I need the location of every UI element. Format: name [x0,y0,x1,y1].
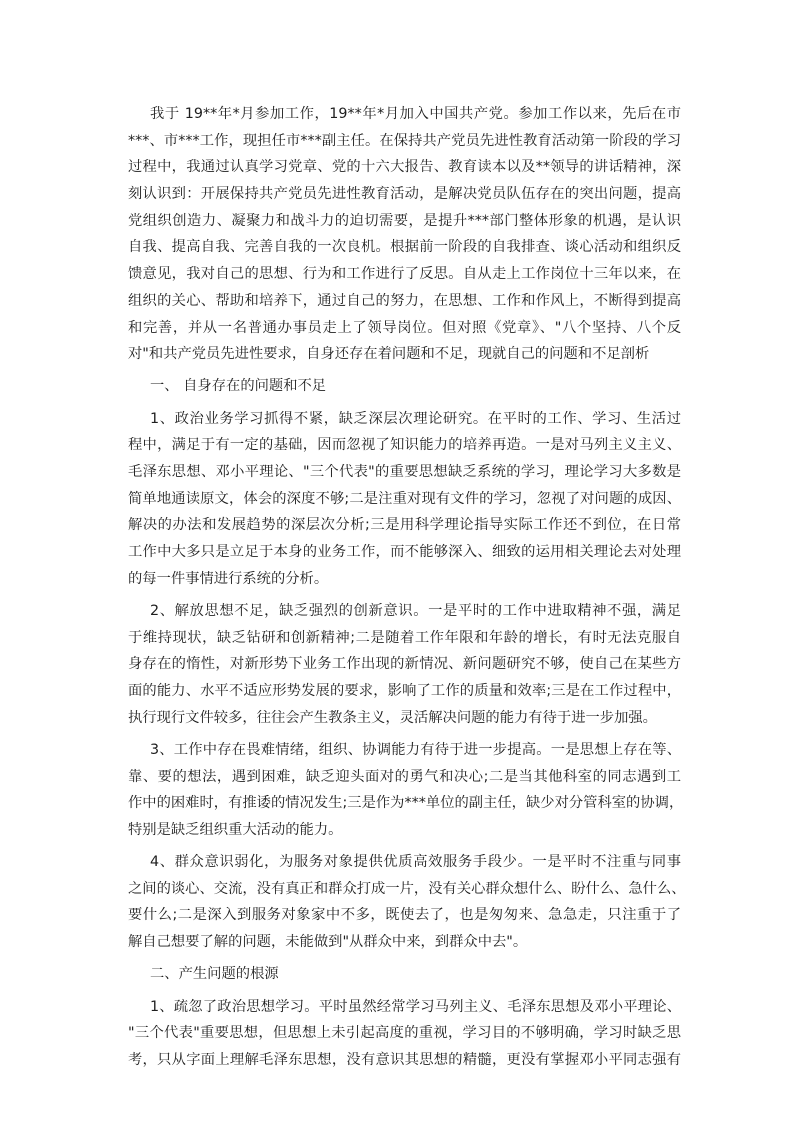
section-heading [128,373,681,400]
text-line: 靠、要的想法，遇到困难，缺乏迎头面对的勇气和决心;二是当其他科室的同志遇到工 [128,768,681,785]
paragraph [128,737,684,844]
paragraph [128,994,681,1074]
text-line: 党组织创造力、凝聚力和战斗力的迫切需要，是提升***部门整体形象的机遇，是认识 [128,212,681,229]
paragraph [128,406,681,593]
text-line: 身存在的惰性，对新形势下业务工作出现的新情况、新问题研究不够，使自己在某些方 [128,656,681,673]
text-line: 毛泽东思想、邓小平理论、"三个代表"的重要思想缺乏系统的学习，理论学习大多数是 [128,463,681,480]
paragraph [128,101,681,368]
text-line: 作中的困难时，有推诿的情况发生;三是作为***单位的副主任，缺少对分管科室的协调， [128,795,684,812]
text-line: 二、产生问题的根源 [150,966,279,983]
text-line: ***、市***工作，现担任市***副主任。在保持共产党员先进性教育活动第一阶段的学习 [128,132,681,149]
paragraph [128,598,681,731]
text-line: 工作中大多只是立足于本身的业务工作，而不能够深入、细致的运用相关理论去对处理 [128,544,681,560]
text-line: 2、解放思想不足，缺乏强烈的创新意识。一是平时的工作中进取精神不强，满足 [150,602,681,619]
text-line: 于维持现状，缺乏钻研和创新精神;二是随着工作年限和年龄的增长，有时无法克服自 [128,629,681,646]
text-line: 考，只从字面上理解毛泽东思想，没有意识其思想的精髓，更没有掌握邓小平同志强有 [128,1051,681,1068]
document-body [128,101,686,1079]
text-line: 程中，满足于有一定的基础，因而忽视了知识能力的培养再造。一是对马列主义主义、 [128,437,681,454]
text-line: 执行现行文件较多，往往会产生教条主义，灵活解决问题的能力有待于进一步加强。 [128,709,657,726]
text-line: "三个代表"重要思想，但思想上未引起高度的重视，学习目的不够明确，学习时缺乏思 [128,1025,681,1042]
text-line: 简单地通读原文，体会的深度不够;二是注重对现有文件的学习，忽视了对问题的成因、 [128,490,681,507]
text-line: 之间的谈心、交流，没有真正和群众打成一片，没有关心群众想什么、盼什么、急什么、 [128,880,686,897]
text-line: 4、群众意识弱化，为服务对象提供优质高效服务手段少。一是平时不注重与同事 [150,854,681,871]
text-line: 我于 19**年*月参加工作，19**年*月加入中国共产党。参加工作以来，先后在市 [150,106,681,122]
text-line: 3、工作中存在畏难情绪，组织、协调能力有待于进一步提高。一是思想上存在等、 [150,741,681,758]
text-line: 1、疏忽了政治思想学习。平时虽然经常学习马列主义、毛泽东思想及邓小平理论、 [150,998,681,1015]
text-line: 过程中，我通过认真学习党章、党的十六大报告、教育读本以及**领导的讲话精神，深 [128,159,681,176]
text-line: 和完善，并从一名普通办事员走上了领导岗位。但对照《党章》、"八个坚持、八个反 [128,319,681,336]
text-line: 1、政治业务学习抓得不紧，缺乏深层次理论研究。在平时的工作、学习、生活过 [150,410,681,427]
text-line: 特别是缺乏组织重大活动的能力。 [128,821,343,838]
section-heading [128,961,681,988]
text-line: 要什么;二是深入到服务对象家中不多，既使去了，也是匆匆来、急急走，只注重于了 [128,907,681,924]
text-line: 馈意见，我对自己的思想、行为和工作进行了反思。自从走上工作岗位十三年以来，在 [128,266,681,283]
text-line: 解自己想要了解的问题，未能做到"从群众中来，到群众中去"。 [128,934,528,951]
text-line: 一、 自身存在的问题和不足 [150,378,327,395]
text-line: 对"和共产党员先进性要求，自身还存在着问题和不足，现就自己的问题和不足剖析 [128,346,650,363]
text-line: 刻认识到：开展保持共产党员先进性教育活动，是解决党员队伍存在的突出问题，提高 [128,186,681,203]
text-line: 解决的办法和发展趋势的深层次分析;三是用科学理论指导实际工作还不到位，在日常 [128,517,681,534]
text-line: 自我、提高自我、完善自我的一次良机。根据前一阶段的自我排查、谈心活动和组织反 [128,239,681,256]
text-line: 组织的关心、帮助和培养下，通过自己的努力，在思想、工作和作风上，不断得到提高 [128,292,681,309]
text-line: 面的能力、水平不适应形势发展的要求，影响了工作的质量和效率;三是在工作过程中， [128,682,681,699]
text-line: 的每一件事情进行系统的分析。 [128,570,329,587]
paragraph [128,849,686,956]
